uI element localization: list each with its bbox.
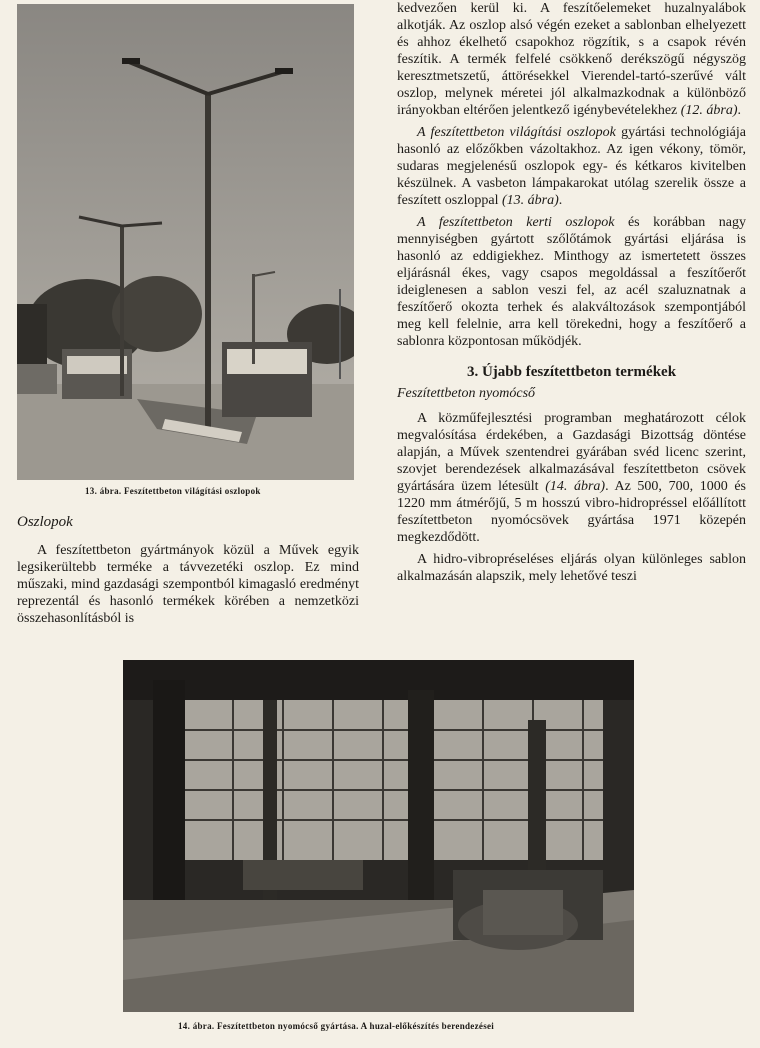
figure-ref-13: (13. ábra) xyxy=(501,193,559,208)
figure-14-photo xyxy=(123,660,634,1012)
subheading-nyomocso: Feszítettbeton nyomócső xyxy=(397,386,536,401)
right-paragraph-4: A közműfejlesztési programban meghatározott célok megvalósítása érdekében, a Gazdasági Bizottság döntése alapján, a Művek szentendrei gyárában svéd licenc szerint, szovjet berendezések alkalmazásával feszítettbeton csövek gyártására üzem létesült (14. ábra). Az 500, 700, 1000 és 1220 mm átmérőjű, 5 m hosszú vibro-hidropréssel előállított feszítettbeton nyomócsövek gyártása 1971 közepén megkezdődött. xyxy=(397,411,747,545)
figure-ref-12: (12. ábra) xyxy=(680,103,738,118)
right-paragraph-2: A feszítettbeton világítási oszlopok gyártási technológiája hasonló az előzőkben vázoltakhoz. Az igen vékony, tömör, sudaras megjelenésű oszlopok egy- és kétkaros kivitelben készülnek. A vasbeton lámpakarokat utólag szerelik össze a feszített oszloppal (13. ábra). xyxy=(397,125,746,208)
left-column xyxy=(17,514,359,627)
left-paragraph-1: A feszítettbeton gyártmányok közül a Művek egyik legsikerültebb terméke a távvezetéki oszlop. Ez mind műszaki, mind gazdasági szempontból kimagasló eredményt reprezentál és hasonló termékek körében a nemzetközi összehasonlításból is xyxy=(17,543,359,626)
section-heading-ujabb: 3. Újabb feszítettbeton termékek xyxy=(466,364,677,380)
figure-ref-14: (14. ábra) xyxy=(545,479,606,494)
figure-13-caption: 13. ábra. Feszítettbeton világítási oszlopok xyxy=(85,486,261,496)
right-column xyxy=(397,0,746,585)
right-paragraph-1: kedvezően kerül ki. A feszítőelemeket huzalnyalábok alkotják. Az oszlop alsó végén ezeket a sablonban elhelyezett és ahhoz ékelhető csapokhoz rögzítik, s a csapok révén feszítik. A termék felfelé csökkenő derékszögű négyszög keresztmetszetű, áttörésekkel Vierendel-tartó-szerűvé vált oszlop, melynek méretei jól alkalmazkodnak a különböző irányokban eltérően jelentkező igénybevételekhez (12. ábra). xyxy=(397,1,746,118)
figure-14-caption: 14. ábra. Feszítettbeton nyomócső gyártása. A huzal-előkészítés berendezései xyxy=(178,1021,495,1031)
figure-13-photo xyxy=(17,4,354,480)
section-heading-oszlopok: Oszlopok xyxy=(17,514,73,530)
right-paragraph-5: A hidro-vibropréseléses eljárás olyan különleges sablon alkalmazásán alapszik, mely lehetővé teszi xyxy=(397,552,746,584)
right-paragraph-3: A feszítettbeton kerti oszlopok és korábban nagy mennyiségben gyártott szőlőtámok gyártási eljárása is hasonló az eddigiekhez. Minthogy az ismertetett összes eljárásnál ékes, vagy csapos megoldással a feszítőerőt ideiglenesen a sablon veszi fel, az acél szaluznatnak a feszítőerő okozta terhek és alakváltozások szempontjából meg kell felelnie, arra kell törekedni, hogy a feszítőerő a sablonra központosan működjék. xyxy=(397,215,746,349)
